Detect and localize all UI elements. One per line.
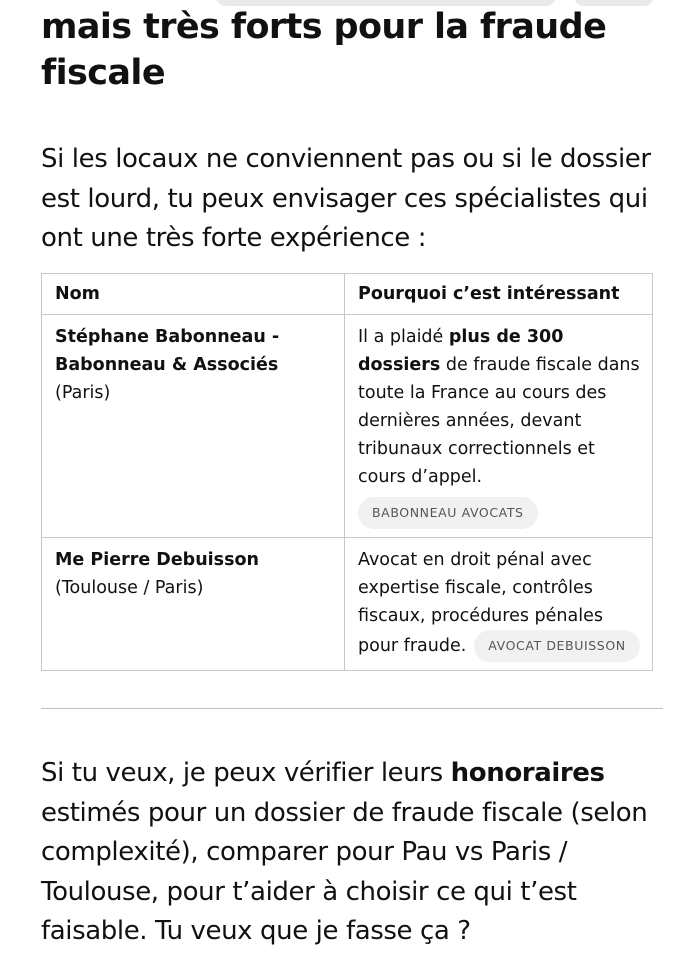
- source-link-debuisson[interactable]: AVOCAT DEBUISSON: [474, 630, 639, 662]
- section-heading: mais très forts pour la fraude fiscale: [41, 7, 607, 93]
- reason-cell: [345, 315, 653, 538]
- table-header-row: [42, 274, 653, 315]
- lawyer-cell: [42, 315, 345, 538]
- reason-text: Il a plaidé: [358, 327, 449, 347]
- lawyer-location: (Paris): [55, 383, 111, 403]
- outro-text: Si tu veux, je peux vérifier leurs: [41, 758, 451, 788]
- intro-paragraph: Si les locaux ne conviennent pas ou si le dossier est lourd, tu peux envisager ces spécialistes qui ont une très forte expérience :: [41, 144, 651, 253]
- outro-text-cont: estimés pour un dossier de fraude fiscale (selon complexité), comparer pour Pau vs Paris / Toulouse, pour t’aider à choisir ce qui t’est faisable. Tu veux que je fasse ça ?: [41, 797, 648, 946]
- reason-text: Avocat en droit pénal avec expertise fiscale, contrôles fiscaux, procédures pénales pour fraude.: [358, 550, 603, 656]
- lawyer-name: Stéphane Babonneau - Babonneau & Associés: [55, 327, 280, 375]
- divider: [41, 708, 663, 709]
- lawyer-location: (Toulouse / Paris): [55, 578, 204, 598]
- outro-paragraph: [41, 754, 681, 952]
- column-header-reason: Pourquoi c’est intéressant: [345, 274, 653, 315]
- column-header-name: Nom: [42, 274, 345, 315]
- outro-highlight: honoraires: [450, 758, 605, 788]
- reason-highlight: plus de 300 dossiers: [358, 327, 564, 375]
- source-link-babonneau[interactable]: BABONNEAU AVOCATS: [358, 497, 538, 529]
- lawyer-cell: [42, 538, 345, 671]
- reason-text-cont: de fraude fiscale dans toute la France au cours des dernières années, devant tribunaux correctionnels et cours d’appel.: [358, 355, 640, 487]
- reason-cell: [345, 538, 653, 671]
- lawyers-table: [41, 273, 653, 671]
- table-row: [42, 538, 653, 671]
- table-row: [42, 315, 653, 538]
- lawyer-name: Me Pierre Debuisson: [55, 550, 259, 570]
